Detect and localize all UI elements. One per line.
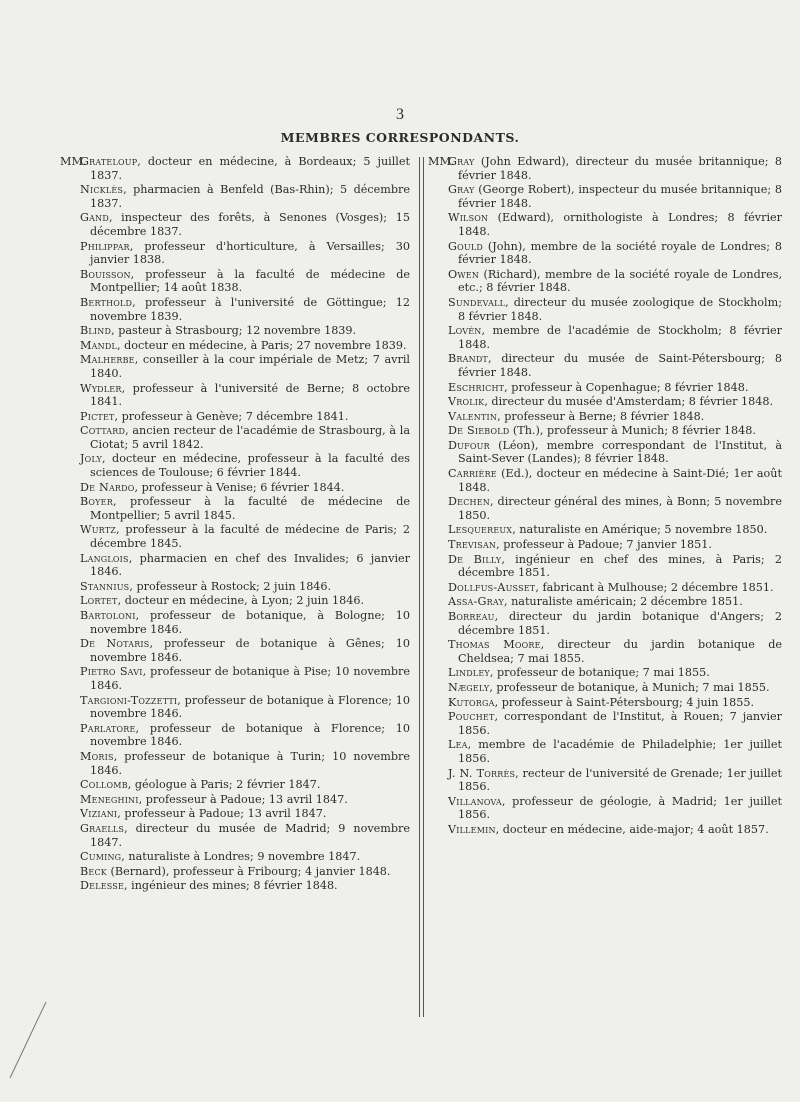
member-details: , directeur général des mines, à Bonn; 5 novembre 1850. <box>458 495 782 522</box>
member-entry <box>430 553 786 580</box>
member-details: , directeur du jardin botanique d'Angers; 2 décembre 1851. <box>458 610 782 637</box>
member-name: Brandt <box>448 352 488 366</box>
member-name: Meneghini <box>80 792 139 806</box>
member-details: , professeur de botanique, à Munich; 7 mai 1855. <box>489 680 770 694</box>
member-entry <box>62 822 414 849</box>
member-details: , naturaliste en Amérique; 5 novembre 1850. <box>512 523 768 537</box>
member-details: , correspondant de l'Institut, à Rouen; 7 janvier 1856. <box>458 710 782 737</box>
member-details: , inspecteur des forêts, à Senones (Vosges); 15 décembre 1837. <box>90 211 410 238</box>
member-entry <box>62 694 414 721</box>
member-name: Lindley <box>448 666 490 680</box>
member-entry <box>62 722 414 749</box>
member-name: Wurtz <box>80 523 117 537</box>
member-name: Graells <box>80 821 125 835</box>
member-name: Villemin <box>448 822 496 836</box>
member-name: Pietro Savi <box>80 665 143 679</box>
member-name: Lea <box>448 738 468 752</box>
member-entry <box>430 767 786 794</box>
member-entry <box>62 183 414 210</box>
member-details: , professeur à Padoue; 13 avril 1847. <box>138 792 348 806</box>
member-entry <box>430 638 786 665</box>
member-entry <box>430 666 786 680</box>
member-name: Gray <box>448 183 475 197</box>
member-name: Cottard <box>80 424 126 438</box>
member-name: Owen <box>448 267 480 281</box>
member-name: Bouisson <box>80 267 131 281</box>
member-entry <box>62 609 414 636</box>
member-name: Malherbe <box>80 353 135 367</box>
member-name: De Nardo <box>80 480 135 494</box>
member-name: Dollfus-Ausset <box>448 580 536 594</box>
member-entry <box>430 738 786 765</box>
member-name: Parlatore <box>80 721 136 735</box>
member-name: Bartoloni <box>80 609 136 622</box>
member-details: (George Robert), inspecteur du musée britannique; 8 février 1848. <box>458 183 782 210</box>
member-entry <box>430 155 786 182</box>
member-name: Sundevall <box>448 295 506 309</box>
member-details: , directeur du musée d'Amsterdam; 8 février 1848. <box>484 395 774 409</box>
member-details: , professeur de botanique à Pise; 10 novembre 1846. <box>90 665 410 692</box>
member-entry <box>430 183 786 210</box>
member-entry <box>62 211 414 238</box>
member-name: Pictet <box>80 409 115 423</box>
member-entry <box>62 155 414 182</box>
member-name: Grateloup <box>80 155 138 168</box>
member-entry <box>430 710 786 737</box>
member-name: Trevisan <box>448 538 497 552</box>
member-details: , pharmacien à Benfeld (Bas-Rhin); 5 décembre 1837. <box>90 183 410 210</box>
member-entry <box>62 339 414 353</box>
member-entry <box>430 467 786 494</box>
member-entry <box>62 268 414 295</box>
member-name: Valentin <box>448 409 498 423</box>
member-entry <box>62 382 414 409</box>
member-entry <box>430 352 786 379</box>
member-details: (Bernard), professeur à Fribourg; 4 janvier 1848. <box>106 864 391 878</box>
member-entry <box>430 381 786 395</box>
member-details: , naturaliste à Londres; 9 novembre 1847. <box>121 850 361 864</box>
member-name: De Notaris <box>80 637 150 651</box>
member-details: , professeur à Rostock; 2 juin 1846. <box>129 579 332 593</box>
member-details: , pharmacien en chef des Invalides; 6 janvier 1846. <box>90 551 410 579</box>
member-name: Targioni-Tozzetti <box>80 693 178 707</box>
member-entry <box>430 410 786 424</box>
member-details: , professeur à la faculté de médecine de Montpellier; 14 août 1838. <box>90 267 410 295</box>
member-name: Vrolik <box>448 395 485 409</box>
member-entry <box>62 324 414 338</box>
member-name: Wilson <box>448 211 489 225</box>
member-entry <box>430 595 786 609</box>
member-details: , professeur de botanique, à Bologne; 10 novembre 1846. <box>90 609 410 636</box>
member-name: Gray <box>448 155 475 168</box>
column-divider <box>419 157 424 1017</box>
member-entry <box>62 879 414 893</box>
member-name: Boyer <box>80 495 113 509</box>
member-name: Philippar <box>80 239 130 253</box>
member-details: , professeur à Berne; 8 février 1848. <box>497 409 705 423</box>
margin-pencil-mark <box>8 1000 48 1080</box>
member-name: Eschricht <box>448 380 505 394</box>
member-details: , géologue à Paris; 2 février 1847. <box>127 778 321 792</box>
member-entry <box>62 410 414 424</box>
member-details: , directeur du jardin botanique de Cheldsea; 7 mai 1855. <box>458 638 782 665</box>
member-details: , professeur de botanique; 7 mai 1855. <box>489 666 710 680</box>
member-details: , recteur de l'université de Grenade; 1er juillet 1856. <box>458 766 783 794</box>
member-name: Viziani <box>80 807 118 821</box>
left-column <box>62 155 414 894</box>
member-entry <box>62 594 414 608</box>
right-column-prefix: MM. <box>428 155 455 168</box>
member-name: Mandl <box>80 338 117 352</box>
member-details: , professeur de géologie, à Madrid; 1er juillet 1856. <box>458 794 782 822</box>
member-entry <box>430 795 786 822</box>
member-details: , professeur de botanique à Gênes; 10 novembre 1846. <box>90 637 410 664</box>
member-entry <box>430 610 786 637</box>
member-details: , professeur à la faculté de médecine de Montpellier; 5 avril 1845. <box>90 495 410 522</box>
member-entry <box>62 637 414 664</box>
member-entry <box>430 495 786 522</box>
member-name: Thomas Moore <box>448 638 541 652</box>
member-name: Langlois <box>80 551 129 565</box>
member-details: , ingénieur des mines; 8 février 1848. <box>124 879 338 893</box>
member-details: , docteur en médecine, à Lyon; 2 juin 1846. <box>117 594 365 608</box>
member-entry <box>430 240 786 267</box>
member-name: De Siebold <box>448 424 510 438</box>
member-entry <box>430 395 786 409</box>
member-entry <box>62 580 414 594</box>
member-name: De Billy <box>448 552 502 566</box>
member-entry <box>62 452 414 479</box>
left-entry-list <box>62 155 414 893</box>
member-details: , professeur d'horticulture, à Versailles; 30 janvier 1838. <box>90 239 410 267</box>
member-details: (Edward), ornithologiste à Londres; 8 février 1848. <box>458 211 782 238</box>
member-entry <box>62 793 414 807</box>
member-name: Carrière <box>448 467 497 481</box>
member-details: , professeur à Copenhague; 8 février 1848. <box>504 380 749 394</box>
member-details: , directeur du musée de Madrid; 9 novembre 1847. <box>90 821 410 849</box>
page-heading: MEMBRES CORRESPONDANTS. <box>280 130 520 145</box>
member-entry <box>62 850 414 864</box>
member-entry <box>62 750 414 777</box>
member-name: Stannius <box>80 579 130 593</box>
member-details: (John), membre de la société royale de Londres; 8 février 1848. <box>458 239 782 267</box>
member-details: , docteur en médecine, à Bordeaux; 5 juillet 1837. <box>90 155 410 182</box>
member-details: , professeur à l'université de Berne; 8 octobre 1841. <box>90 381 410 409</box>
member-name: Lortet <box>80 594 118 608</box>
member-entry <box>430 439 786 466</box>
member-name: Lesquereux <box>448 523 513 537</box>
member-entry <box>62 807 414 821</box>
member-details: , naturaliste américain; 2 décembre 1851. <box>503 595 743 609</box>
member-details: , professeur à l'université de Göttingue; 12 novembre 1839. <box>90 295 410 323</box>
member-entry <box>430 424 786 438</box>
member-details: (John Edward), directeur du musée britannique; 8 février 1848. <box>458 155 782 182</box>
member-name: Pouchet <box>448 710 495 724</box>
member-details: , ancien recteur de l'académie de Strasbourg, à la Ciotat; 5 avril 1842. <box>90 424 410 451</box>
member-entry <box>430 211 786 238</box>
member-details: , fabricant à Mulhouse; 2 décembre 1851. <box>535 580 774 594</box>
member-details: (Léon), membre correspondant de l'Institut, à Saint-Sever (Landes); 8 février 1848. <box>458 438 782 466</box>
member-details: , ingénieur en chef des mines, à Paris; 2 décembre 1851. <box>458 552 782 580</box>
member-entry <box>62 353 414 380</box>
member-name: Dechen <box>448 495 490 509</box>
member-entry <box>430 581 786 595</box>
member-name: Villanova <box>448 794 502 808</box>
member-name: Borreau <box>448 610 495 623</box>
member-name: Assa-Gray <box>448 595 504 609</box>
member-entry <box>430 823 786 837</box>
member-details: , professeur à la faculté de médecine de Paris; 2 décembre 1845. <box>90 523 410 551</box>
member-entry <box>430 324 786 351</box>
member-details: , professeur de botanique à Turin; 10 novembre 1846. <box>90 749 410 777</box>
member-name: Lovén <box>448 324 482 338</box>
member-name: J. N. Torrès <box>448 766 516 780</box>
member-entry <box>62 296 414 323</box>
member-details: , professeur de botanique à Florence; 10 novembre 1846. <box>90 721 410 749</box>
member-details: , docteur en médecine, aide-major; 4 août 1857. <box>495 822 769 836</box>
member-entry <box>62 865 414 879</box>
member-details: , professeur à Genève; 7 décembre 1841. <box>114 409 349 423</box>
member-entry <box>430 523 786 537</box>
member-details: , conseiller à la cour impériale de Metz; 7 avril 1840. <box>90 353 410 380</box>
member-details: (Ed.), docteur en médecine à Saint-Dié; 1er août 1848. <box>458 467 782 494</box>
member-details: , professeur à Saint-Pétersbourg; 4 juin 1855. <box>494 695 755 709</box>
member-details: , directeur du musée de Saint-Pétersbourg; 8 février 1848. <box>458 352 782 379</box>
member-entry <box>62 523 414 550</box>
member-entry <box>430 696 786 710</box>
member-details: , membre de l'académie de Philadelphie; 1er juillet 1856. <box>458 738 782 765</box>
member-name: Gand <box>80 211 109 225</box>
member-entry <box>62 778 414 792</box>
member-entry <box>62 424 414 451</box>
member-name: Dufour <box>448 438 490 452</box>
member-entry <box>430 296 786 323</box>
member-name: Delesse <box>80 879 125 893</box>
left-column-prefix: MM. <box>60 155 87 168</box>
member-details: , docteur en médecine, à Paris; 27 novembre 1839. <box>116 338 407 352</box>
member-name: Nægely <box>448 680 490 694</box>
member-entry <box>62 665 414 692</box>
member-details: , pasteur à Strasbourg; 12 novembre 1839. <box>111 324 357 338</box>
member-entry <box>430 681 786 695</box>
member-details: , professeur à Padoue; 13 avril 1847. <box>117 807 327 821</box>
member-details: (Th.), professeur à Munich; 8 février 1848. <box>509 424 756 438</box>
member-name: Moris <box>80 749 114 763</box>
member-details: , professeur de botanique à Florence; 10 novembre 1846. <box>90 693 410 721</box>
member-entry <box>430 538 786 552</box>
member-name: Cuming <box>80 850 122 864</box>
member-name: Gould <box>448 239 483 253</box>
member-details: , membre de l'académie de Stockholm; 8 février 1848. <box>458 324 782 351</box>
member-details: , professeur à Venise; 6 février 1844. <box>134 480 345 494</box>
member-details: , professeur à Padoue; 7 janvier 1851. <box>496 538 712 552</box>
member-name: Kutorga <box>448 695 495 709</box>
member-details: (Richard), membre de la société royale de Londres, etc.; 8 février 1848. <box>458 267 782 295</box>
member-entry <box>430 268 786 295</box>
member-details: , directeur du musée zoologique de Stockholm; 8 février 1848. <box>458 295 782 323</box>
member-name: Berthold <box>80 295 133 309</box>
member-entry <box>62 495 414 522</box>
member-name: Nicklès <box>80 183 124 197</box>
right-column <box>430 155 786 838</box>
right-entry-list <box>430 155 786 837</box>
member-name: Joly <box>80 452 102 466</box>
member-name: Beck <box>80 864 107 878</box>
member-name: Wydler <box>80 381 122 395</box>
member-entry <box>62 240 414 267</box>
page-number: 3 <box>396 106 404 123</box>
member-name: Collomb <box>80 778 128 792</box>
member-entry <box>62 481 414 495</box>
member-name: Blind <box>80 324 112 338</box>
member-details: , docteur en médecine, professeur à la faculté des sciences de Toulouse; 6 février 1844. <box>90 452 410 480</box>
member-entry <box>62 552 414 579</box>
